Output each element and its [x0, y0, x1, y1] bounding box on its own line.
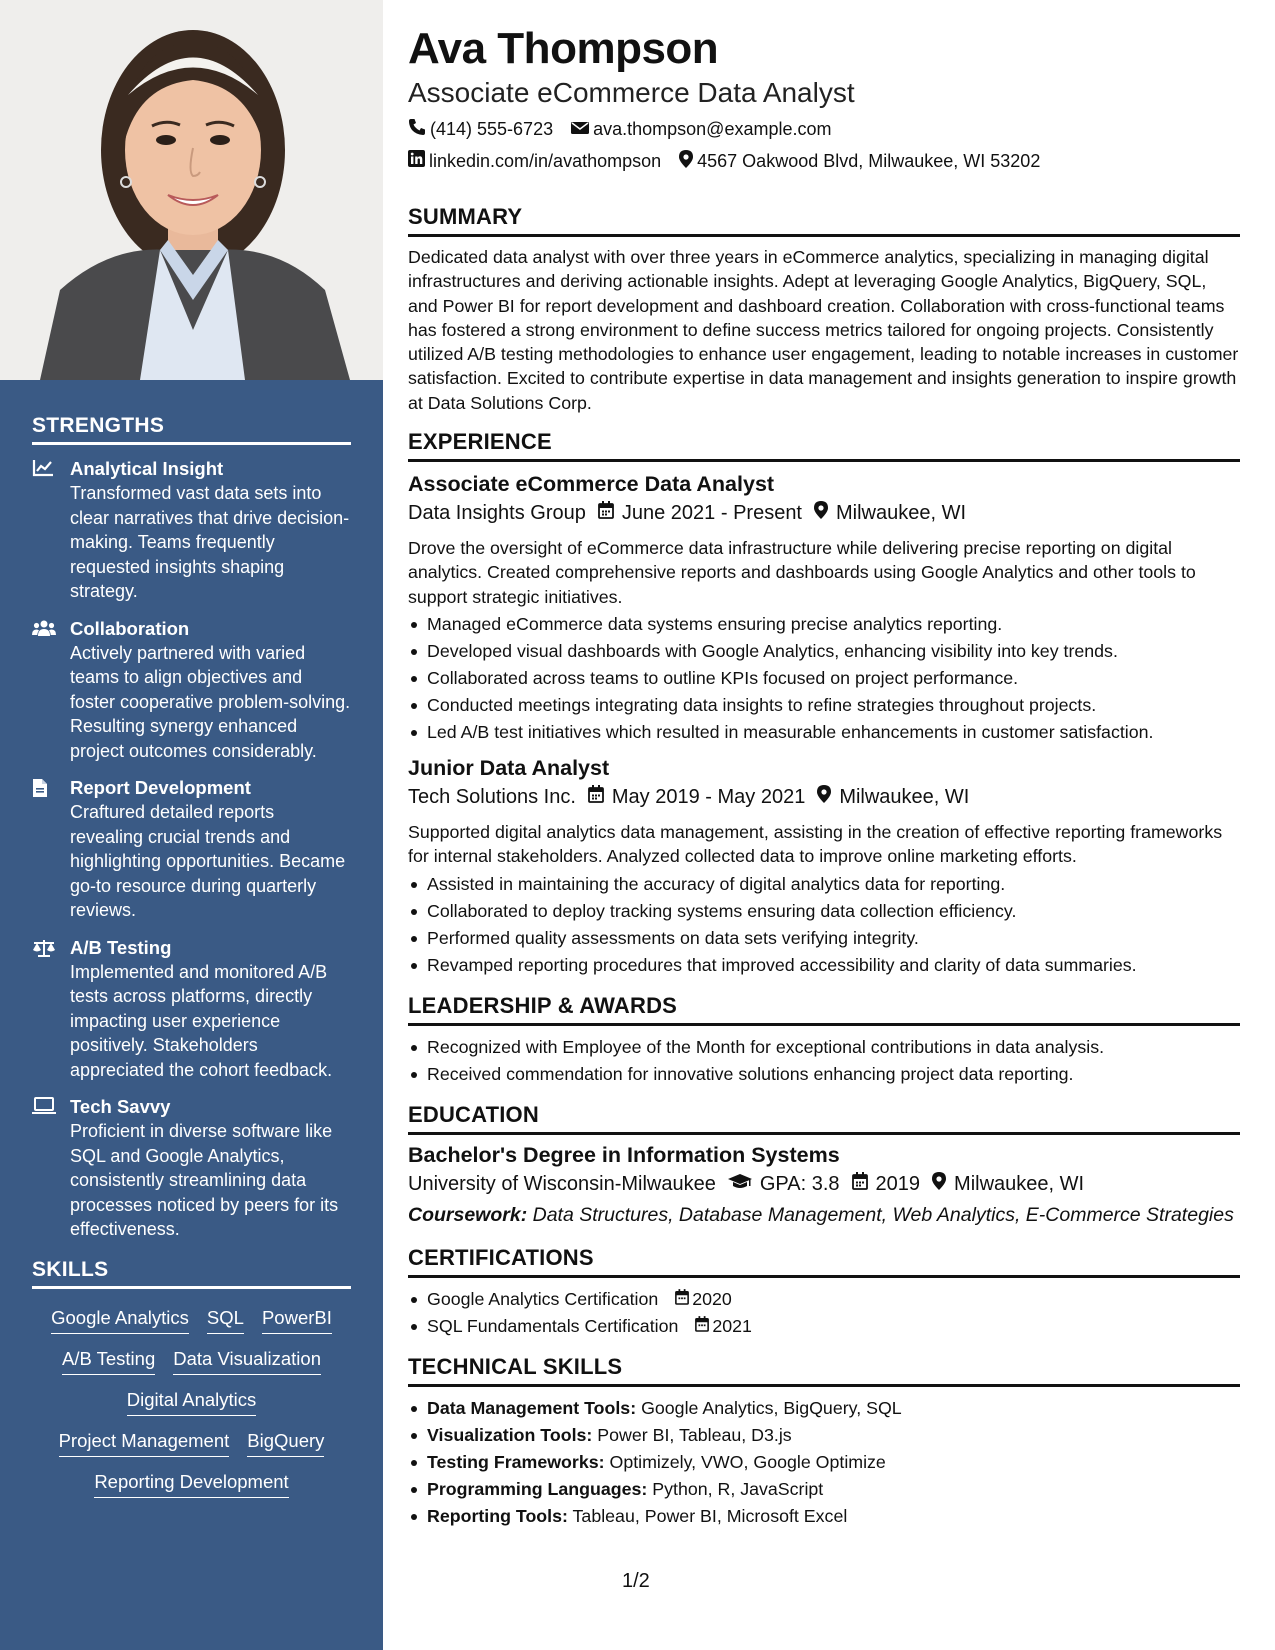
- technical-skill-item: [408, 1395, 1240, 1422]
- map-pin-icon: [679, 150, 697, 173]
- job-bullet: Developed visual dashboards with Google Analytics, enhancing visibility into key trends.: [408, 638, 1240, 665]
- leadership-item: Received commendation for innovative solutions enhancing project data reporting.: [408, 1061, 1240, 1088]
- job-dates: [598, 498, 802, 528]
- job-description: Supported digital analytics data management, assisting in the creation of effective reporting frameworks for internal stakeholders. Analyzed collected data to improve online marketing efforts.: [408, 821, 1223, 867]
- job-location: [814, 498, 966, 528]
- technical-skill-value: Google Analytics, BigQuery, SQL: [641, 1397, 902, 1418]
- job-company: Tech Solutions Inc.: [408, 785, 576, 808]
- skill-tag: PowerBI: [262, 1305, 332, 1334]
- strengths-heading: STRENGTHS: [32, 414, 351, 445]
- job-dates-text: June 2021 - Present: [621, 502, 802, 525]
- phone-number: (414) 555-6723: [430, 118, 554, 139]
- skill-tag: SQL: [207, 1305, 244, 1334]
- technical-skill-item: [408, 1449, 1240, 1476]
- candidate-title: Associate eCommerce Data Analyst: [408, 77, 855, 108]
- job-bullet: Conducted meetings integrating data insights to refine strategies throughout projects.: [408, 692, 1240, 719]
- certification-year-text: 2021: [712, 1315, 752, 1336]
- contact-line-1: [408, 116, 1240, 142]
- technical-skill-label: Testing Frameworks:: [427, 1451, 605, 1472]
- calendar-icon: [675, 1286, 692, 1313]
- leadership-item: Recognized with Employee of the Month for exceptional contributions in data analysis.: [408, 1034, 1240, 1061]
- strength-item: [32, 776, 351, 923]
- technical-skill-item: [408, 1476, 1240, 1503]
- job-company: Data Insights Group: [408, 502, 586, 525]
- balance-scale-icon: [32, 936, 70, 1083]
- page-number: 1/2: [622, 1570, 650, 1592]
- technical-skills-list: [408, 1395, 1240, 1530]
- map-pin-icon: [814, 498, 836, 528]
- main-content: [408, 22, 1240, 1530]
- technical-skill-item: [408, 1503, 1240, 1530]
- job-bullet: Managed eCommerce data systems ensuring precise analytics reporting.: [408, 611, 1240, 638]
- skills-heading: SKILLS: [32, 1258, 351, 1289]
- contact-line-2: [408, 148, 1240, 174]
- graduation-year-text: 2019: [875, 1172, 921, 1195]
- summary-text: Dedicated data analyst with over three years in eCommerce analytics, specializing in managing digital infrastructures and deriving actionable insights. Adept at leveraging Google Analytics, BigQuery, SQL, and Power BI for report development and dashboard creation. Collaboration with cross-functional teams has fostered a strong environment to define success metrics tailored for ongoing projects. Consistently utilized A/B testing methodologies to enhance user engagement, leading to notable increases in customer satisfaction. Excited to contribute expertise in data management and insights generation to inspire growth at Data Solutions Corp.: [408, 247, 1239, 413]
- skill-tag: A/B Testing: [62, 1346, 155, 1375]
- education-meta: [408, 1169, 1240, 1199]
- strength-title: Tech Savvy: [70, 1096, 171, 1117]
- job-role: Junior Data Analyst: [408, 755, 610, 780]
- certification-year: [675, 1286, 732, 1313]
- calendar-icon: [852, 1169, 876, 1199]
- laptop-icon: [32, 1095, 70, 1242]
- linkedin-icon: [408, 150, 429, 172]
- job-entry: [408, 754, 1240, 979]
- leadership-list: [408, 1034, 1240, 1088]
- experience-heading: EXPERIENCE: [408, 429, 1240, 462]
- coursework: [408, 1203, 1240, 1227]
- phone-contact[interactable]: [408, 118, 553, 141]
- education-heading: EDUCATION: [408, 1102, 1240, 1135]
- job-location-text: Milwaukee, WI: [836, 502, 967, 525]
- calendar-icon: [695, 1313, 712, 1340]
- strength-description: Transformed vast data sets into clear narratives that drive decision-making. Teams frequently requested insights shaping strategy.: [70, 483, 350, 601]
- linkedin-contact[interactable]: [408, 150, 661, 172]
- chart-line-icon: [32, 457, 70, 604]
- job-location-text: Milwaukee, WI: [839, 785, 970, 808]
- street-address: 4567 Oakwood Blvd, Milwaukee, WI 53202: [697, 150, 1041, 171]
- job-bullets: [408, 611, 1240, 746]
- strength-title: Collaboration: [70, 617, 190, 639]
- school-location-text: Milwaukee, WI: [954, 1172, 1085, 1195]
- strength-title: Report Development: [70, 777, 251, 798]
- email-address: ava.thompson@example.com: [593, 118, 832, 139]
- coursework-label: Coursework:: [408, 1203, 528, 1226]
- graduation-year: [852, 1169, 921, 1199]
- degree: Bachelor's Degree in Information Systems: [408, 1142, 840, 1167]
- experience-section: [408, 429, 1240, 978]
- certification-name: Google Analytics Certification: [427, 1288, 659, 1309]
- job-location: [817, 782, 969, 812]
- job-entry: [408, 470, 1240, 746]
- skill-tag: Digital Analytics: [127, 1387, 257, 1416]
- skill-tag: Data Visualization: [173, 1346, 321, 1375]
- leadership-heading: LEADERSHIP & AWARDS: [408, 993, 1240, 1026]
- certifications-section: [408, 1245, 1240, 1340]
- technical-skills-section: [408, 1354, 1240, 1530]
- job-bullet: Collaborated to deploy tracking systems ensuring data collection efficiency.: [408, 898, 1240, 925]
- strength-item: [32, 1095, 351, 1242]
- linkedin-url: linkedin.com/in/avathompson: [429, 150, 662, 171]
- job-meta: [408, 498, 1240, 528]
- job-description: Drove the oversight of eCommerce data infrastructure while delivering precise reporting on digital analytics. Created comprehensive reports and dashboards using Google Analytics and other tools to support strategic initiatives.: [408, 538, 1196, 607]
- skills-cloud: [32, 1299, 351, 1504]
- technical-skill-value: Tableau, Power BI, Microsoft Excel: [572, 1505, 848, 1526]
- job-bullet: Collaborated across teams to outline KPIs focused on project performance.: [408, 665, 1240, 692]
- technical-skill-label: Reporting Tools:: [427, 1505, 568, 1526]
- certifications-heading: CERTIFICATIONS: [408, 1245, 1240, 1278]
- profile-photo: [0, 0, 383, 380]
- skill-tag: Reporting Development: [94, 1469, 288, 1498]
- school-name: University of Wisconsin-Milwaukee: [408, 1172, 716, 1195]
- technical-skill-label: Programming Languages:: [427, 1478, 648, 1499]
- graduation-cap-icon: [728, 1169, 760, 1199]
- summary-heading: SUMMARY: [408, 204, 1240, 237]
- job-dates-text: May 2019 - May 2021: [611, 785, 806, 808]
- strength-item: [32, 936, 351, 1083]
- strength-title: A/B Testing: [70, 936, 172, 958]
- technical-skills-heading: TECHNICAL SKILLS: [408, 1354, 1240, 1387]
- calendar-icon: [598, 498, 622, 528]
- strength-item: [32, 617, 351, 764]
- job-role: Associate eCommerce Data Analyst: [408, 472, 775, 497]
- certification-year-text: 2020: [692, 1288, 732, 1309]
- envelope-icon: [571, 119, 593, 140]
- job-bullets: [408, 871, 1240, 979]
- certification-item: [408, 1313, 1240, 1340]
- technical-skill-label: Data Management Tools:: [427, 1397, 637, 1418]
- job-bullet: Revamped reporting procedures that improved accessibility and clarity of data summaries.: [408, 952, 1240, 979]
- map-pin-icon: [817, 782, 839, 812]
- strength-title: Analytical Insight: [70, 458, 224, 479]
- coursework-text: Data Structures, Database Management, Web Analytics, E-Commerce Strategies: [532, 1203, 1234, 1226]
- strength-description: Proficient in diverse software like SQL and Google Analytics, consistently streamlining data processes noticed by peers for its effectiveness.: [70, 1121, 339, 1239]
- calendar-icon: [588, 782, 612, 812]
- skill-tag: Project Management: [59, 1428, 230, 1457]
- school-location: [932, 1169, 1084, 1199]
- map-pin-icon: [932, 1169, 954, 1199]
- job-bullet: Led A/B test initiatives which resulted in measurable enhancements in customer satisfaction.: [408, 719, 1240, 746]
- technical-skill-value: Python, R, JavaScript: [652, 1478, 824, 1499]
- technical-skill-value: Power BI, Tableau, D3.js: [597, 1424, 792, 1445]
- job-dates: [588, 782, 805, 812]
- address-contact: [679, 150, 1040, 173]
- sidebar: [0, 0, 383, 1650]
- strength-description: Craftured detailed reports revealing crucial trends and highlighting opportunities. Became go-to resource during quarterly reviews.: [70, 802, 346, 920]
- strength-description: Implemented and monitored A/B tests across platforms, directly impacting user experience positively. Stakeholders appreciated the cohort feedback.: [70, 961, 333, 1080]
- certification-item: [408, 1286, 1240, 1313]
- technical-skill-value: Optimizely, VWO, Google Optimize: [609, 1451, 886, 1472]
- job-bullet: Assisted in maintaining the accuracy of digital analytics data for reporting.: [408, 871, 1240, 898]
- file-icon: [32, 776, 70, 923]
- email-contact[interactable]: [571, 119, 831, 140]
- sidebar-content: [32, 414, 351, 1504]
- certifications-list: [408, 1286, 1240, 1340]
- education-section: [408, 1102, 1240, 1227]
- skill-tag: BigQuery: [247, 1428, 324, 1457]
- certification-year: [695, 1313, 752, 1340]
- job-meta: [408, 782, 1240, 812]
- technical-skill-label: Visualization Tools:: [427, 1424, 593, 1445]
- leadership-section: [408, 993, 1240, 1088]
- phone-icon: [408, 118, 430, 141]
- job-bullet: Performed quality assessments on data sets verifying integrity.: [408, 925, 1240, 952]
- skill-tag: Google Analytics: [51, 1305, 189, 1334]
- strength-description: Actively partnered with varied teams to align objectives and foster cooperative problem-solving. Resulting synergy enhanced project outcomes considerably.: [70, 642, 351, 761]
- summary-section: [408, 204, 1240, 415]
- gpa: [728, 1169, 840, 1199]
- technical-skill-item: [408, 1422, 1240, 1449]
- gpa-text: GPA: 3.8: [759, 1172, 840, 1195]
- candidate-name: Ava Thompson: [408, 24, 719, 73]
- strength-item: [32, 457, 351, 604]
- certification-name: SQL Fundamentals Certification: [427, 1315, 679, 1336]
- strengths-list: [32, 457, 351, 1242]
- users-icon: [32, 617, 70, 764]
